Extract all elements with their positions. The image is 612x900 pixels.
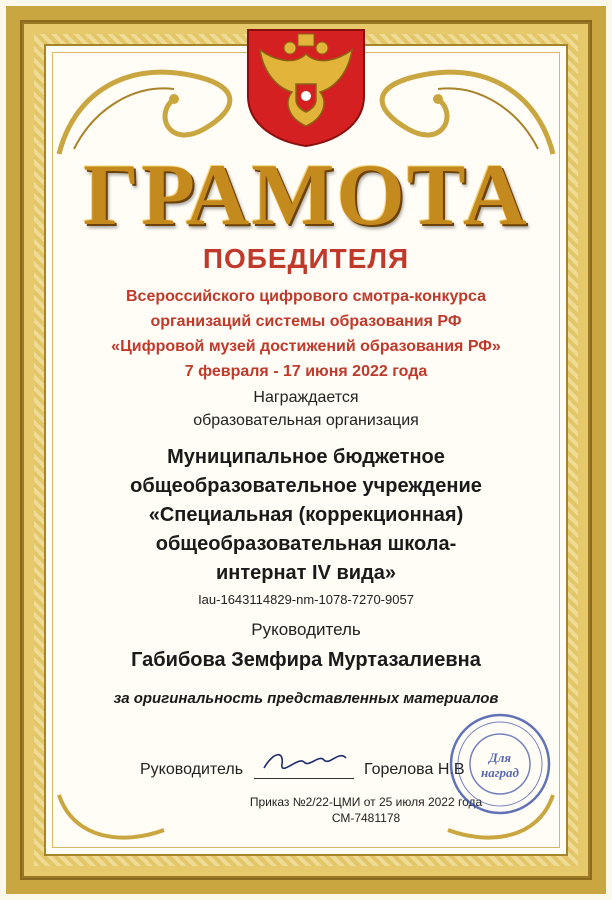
signatory-name: Горелова Н.В: [363, 761, 465, 778]
certificate-number: СМ-7481178: [331, 811, 401, 825]
svg-text:наград: наград: [481, 765, 519, 780]
order-reference: Приказ №2/22-ЦМИ от 25 июля 2022 года: [249, 795, 483, 809]
certificate-title: ГРАМОТА: [83, 147, 529, 244]
award-reason: за оригинальность представленных материалов: [113, 690, 499, 707]
contest-line-2: организаций системы образования РФ: [150, 313, 462, 330]
org-name-line-3: «Специальная (коррекционная): [148, 504, 464, 526]
org-name-line-4: общеобразовательная школа-: [155, 533, 457, 555]
head-name: Габибова Земфира Муртазалиевна: [131, 649, 481, 671]
contest-dates: 7 февраля - 17 июня 2022 года: [184, 363, 428, 380]
organization-type: образовательная организация: [193, 412, 419, 429]
registration-code: Iau-1643114829-nm-1078-7270-9057: [198, 592, 414, 607]
signature-label: Руководитель: [140, 761, 244, 778]
official-stamp-icon: [448, 712, 552, 816]
signature-row: [140, 760, 465, 779]
contest-line-3: «Цифровой музей достижений образования РФ»: [111, 338, 501, 355]
handwritten-signature-icon: [254, 746, 354, 776]
head-label: Руководитель: [251, 620, 361, 639]
org-name-line-5: интернат IV вида»: [215, 562, 397, 584]
signature-line: [254, 760, 354, 779]
certificate-subtitle: ПОБЕДИТЕЛЯ: [202, 243, 410, 274]
svg-text:Для: Для: [488, 750, 512, 765]
org-name-line-2: общеобразовательное учреждение: [130, 475, 482, 497]
org-name-line-1: Муниципальное бюджетное: [167, 446, 445, 468]
coat-of-arms-icon: [244, 26, 368, 148]
contest-line-1: Всероссийского цифрового смотра-конкурса: [125, 288, 486, 305]
awarded-label: Награждается: [253, 389, 359, 406]
